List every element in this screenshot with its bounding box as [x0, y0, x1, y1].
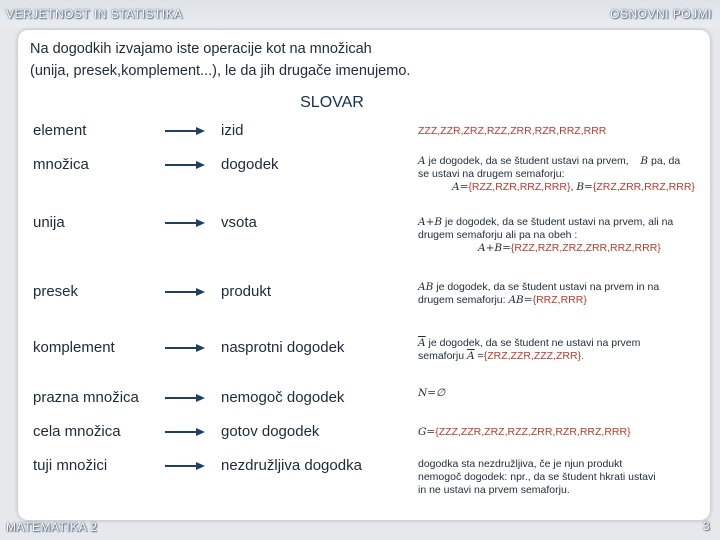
example-element: ZZZ,ZZR,ZRZ,RZZ,ZRR,RZR,RRZ,RRR	[418, 125, 607, 137]
example-text: drugem semaforju ali pa na obeh :	[418, 229, 578, 241]
header-course-title: VERJETNOST IN STATISTIKA	[6, 7, 183, 21]
symbol-ab: AB	[418, 281, 434, 293]
arrow-icon	[165, 218, 205, 228]
sure-event-values: {ZZZ,ZZR,ZRZ,RZZ,ZRR,RZR,RRZ,RRR}	[435, 426, 631, 438]
example-presek	[418, 281, 710, 307]
arrow-icon	[165, 393, 205, 403]
arrow-icon	[165, 160, 205, 170]
term-unija: unija	[33, 214, 65, 231]
symbol-a-bar: $\overline{A}$	[467, 350, 475, 362]
example-unija	[418, 216, 710, 255]
example-text: semaforju	[418, 350, 468, 362]
union-label: A+B=	[478, 242, 511, 254]
example-cela	[418, 426, 710, 439]
example-text: dogodka sta nezdružljiva, če je njun produkt	[418, 458, 623, 470]
example-text: in ne ustavi na prvem semaforju.	[418, 484, 570, 496]
example-text: pa, da	[648, 155, 681, 167]
event-nemogoc-dogodek: nemogoč dogodek	[221, 389, 345, 406]
example-text: nemogoč dogodek: npr., da se študent hkrati ustavi	[418, 471, 656, 483]
event-gotov-dogodek: gotov dogodek	[221, 423, 320, 440]
term-mnozica: množica	[33, 156, 89, 173]
term-tuji-mnozici: tuji množici	[33, 457, 108, 474]
symbol-b: B	[640, 155, 649, 167]
separator: ,	[570, 181, 577, 193]
example-text: =	[474, 350, 484, 362]
term-prazna-mnozica: prazna množica	[33, 389, 139, 406]
slovar-heading: SLOVAR	[300, 94, 364, 111]
symbol-a: A	[418, 155, 426, 167]
footer-course: MATEMATIKA 2	[6, 520, 98, 534]
example-prazna: N=∅	[418, 387, 446, 399]
event-nasprotni-dogodek: nasprotni dogodek	[221, 339, 345, 356]
symbol-a-bar: $\overline{A}$	[418, 337, 426, 349]
intro-line-1: Na dogodkih izvajamo iste operacije kot na množicah	[30, 41, 372, 57]
event-izid: izid	[221, 122, 244, 139]
example-mnozica	[418, 155, 710, 194]
example-text: je dogodek, da se študent ustavi na prvem in na	[433, 281, 660, 293]
page-number: 3	[702, 519, 710, 533]
example-text: je dogodek, da se študent ustavi na prvem, ali na	[442, 216, 674, 228]
sure-event-label: G=	[418, 426, 436, 438]
event-nezdruzljiva-dogodka: nezdružljiva dogodka	[221, 457, 362, 474]
set-b-label: B=	[576, 181, 593, 193]
symbol-a-plus-b: A+B	[418, 216, 443, 228]
set-b-values: {ZRZ,ZRR,RRZ,RRR}	[592, 181, 695, 193]
arrow-icon	[165, 427, 205, 437]
complement-values: {ZRZ,ZZR,ZZZ,ZRR}.	[483, 350, 585, 362]
intro-line-2: (unija, presek,komplement...), le da jih drugače imenujemo.	[30, 63, 411, 79]
arrow-icon	[165, 126, 205, 136]
event-vsota: vsota	[221, 214, 257, 231]
set-a-values: {RZZ,RZR,RRZ,RRR}	[468, 181, 571, 193]
arrow-icon	[165, 461, 205, 471]
event-dogodek: dogodek	[221, 156, 279, 173]
example-text: je dogodek, da se študent ustavi na prvem,	[425, 155, 629, 167]
example-text: drugem semaforju:	[418, 294, 509, 306]
term-komplement: komplement	[33, 339, 115, 356]
arrow-icon	[165, 287, 205, 297]
event-produkt: produkt	[221, 283, 272, 300]
term-element: element	[33, 122, 87, 139]
intro-text	[30, 38, 510, 82]
arrow-icon	[165, 343, 205, 353]
example-text: je dogodek, da se študent ne ustavi na prvem	[425, 337, 641, 349]
term-cela-mnozica: cela množica	[33, 423, 121, 440]
union-values: {RZZ,RZR,ZRZ,ZRR,RRZ,RRR}	[510, 242, 661, 254]
example-text: se ustavi na drugem semaforju:	[418, 168, 565, 180]
set-a-label: A=	[452, 181, 469, 193]
header-section-title: OSNOVNI POJMI	[610, 7, 712, 21]
intersection-values: {RRZ,RRR}	[532, 294, 587, 306]
example-tuji	[418, 458, 710, 497]
term-presek: presek	[33, 283, 79, 300]
intersection-label: AB=	[508, 294, 533, 306]
example-komplement	[418, 337, 710, 363]
